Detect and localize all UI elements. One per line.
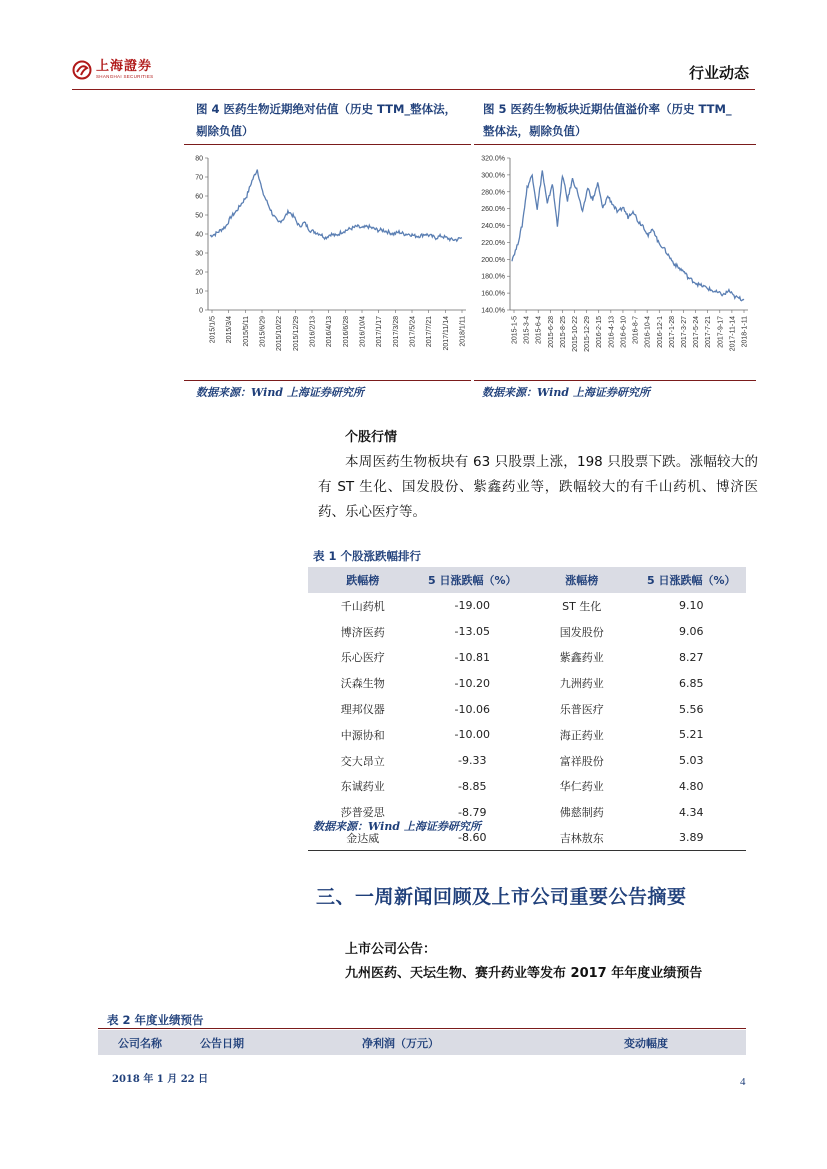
x-tick-label: 2017/3/28 xyxy=(392,316,400,348)
y-tick-label: 200.0% xyxy=(481,256,505,264)
table-cell: 9.06 xyxy=(679,625,704,639)
x-tick-label: 2015-3-4 xyxy=(523,316,531,345)
table-cell: 5.03 xyxy=(679,754,704,768)
x-tick-label: 2015-10-22 xyxy=(572,316,580,352)
x-tick-label: 2015-6-4 xyxy=(535,316,543,345)
table-cell: 中源协和 xyxy=(340,728,385,742)
figure-5-rule xyxy=(474,144,756,145)
y-tick-label: 70 xyxy=(195,174,203,182)
table-cell: -10.81 xyxy=(454,650,490,664)
x-tick-label: 2017-9-17 xyxy=(717,316,725,348)
table-2-header-cell: 公司名称 xyxy=(118,1037,162,1050)
x-tick-label: 2016/2/13 xyxy=(309,316,317,348)
table-row xyxy=(308,774,746,800)
y-tick-label: 0 xyxy=(199,307,203,315)
y-tick-label: 260.0% xyxy=(481,206,505,214)
y-tick-label: 20 xyxy=(195,269,203,277)
x-tick-label: 2018/1/11 xyxy=(459,316,467,347)
table-cell: 莎普爱思 xyxy=(340,806,385,820)
page-number: 4 xyxy=(740,1076,746,1088)
figure-4-source: 数据来源：Wind 上海证券研究所 xyxy=(196,386,364,399)
table-cell: 沃森生物 xyxy=(340,677,385,691)
pe-line-chart xyxy=(186,148,471,373)
x-tick-label: 2016-2-15 xyxy=(596,316,604,348)
figure-5-chart xyxy=(476,148,754,373)
x-tick-label: 2017/5/24 xyxy=(409,316,417,348)
x-tick-label: 2017-1-28 xyxy=(668,316,676,348)
y-tick-label: 10 xyxy=(195,288,203,296)
table-cell: 佛慈制药 xyxy=(559,806,604,820)
figure-5-title: 图 5 医药生物板块近期估值溢价率（历史 TTM_ 整体法，剔除负值） xyxy=(483,102,732,138)
table-row xyxy=(308,593,746,619)
table-row xyxy=(308,619,746,645)
table-cell: 国发股份 xyxy=(559,625,604,639)
y-tick-label: 160.0% xyxy=(481,290,505,298)
table-2-header-row xyxy=(98,1030,746,1055)
table-cell: 乐普医疗 xyxy=(559,703,604,717)
table-cell: 华仁药业 xyxy=(559,780,604,794)
table-header-cell: 涨幅榜 xyxy=(527,567,637,593)
footer-date: 2018 年 1 月 22 日 xyxy=(112,1074,209,1085)
table-2-header-cell: 公告日期 xyxy=(200,1037,244,1050)
section-3-title: 三、一周新闻回顾及上市公司重要公告摘要 xyxy=(316,886,687,908)
table-cell: 4.34 xyxy=(679,805,704,819)
x-tick-label: 2015-1-5 xyxy=(511,316,519,345)
table-cell: 吉林敖东 xyxy=(527,825,637,851)
table-2-header-cell: 变动幅度 xyxy=(624,1037,668,1050)
y-tick-label: 50 xyxy=(195,212,203,220)
x-tick-label: 2015/5/11 xyxy=(242,316,250,347)
table-cell: 5.21 xyxy=(679,728,704,742)
series-line xyxy=(512,171,744,301)
table-2-header-cell: 净利润（万元） xyxy=(362,1037,439,1050)
figure-4-rule xyxy=(184,144,471,145)
x-tick-label: 2016-10-4 xyxy=(644,316,652,348)
y-tick-label: 220.0% xyxy=(481,239,505,247)
figure-4-chart xyxy=(186,148,471,373)
figure-5-source: 数据来源：Wind 上海证券研究所 xyxy=(482,386,650,399)
table-cell: -10.20 xyxy=(454,676,490,690)
stock-section-heading: 个股行情 xyxy=(345,430,398,445)
table-1-title: 表 1 个股涨跌幅排行 xyxy=(313,549,422,563)
announcement-heading: 上市公司公告： xyxy=(345,942,437,957)
header-category: 行业动态 xyxy=(688,64,749,82)
x-tick-label: 2015-12-29 xyxy=(584,316,592,352)
table-row xyxy=(308,722,746,748)
x-tick-label: 2017/1/17 xyxy=(376,316,384,348)
table-cell: -19.00 xyxy=(454,599,490,613)
series-line xyxy=(210,170,462,242)
x-tick-label: 2016-12-1 xyxy=(656,316,664,348)
table-cell: -10.00 xyxy=(454,728,490,742)
x-tick-label: 2016/4/13 xyxy=(326,316,334,348)
premium-line-chart xyxy=(476,148,754,373)
x-tick-label: 2018-1-11 xyxy=(741,316,749,348)
y-tick-label: 320.0% xyxy=(481,155,505,163)
stock-ranking-table xyxy=(308,567,746,851)
x-tick-label: 2016-8-7 xyxy=(632,316,640,345)
announcement-subtitle: 九州医药、天坛生物、赛升药业等发布 2017 年年度业绩预告 xyxy=(345,966,703,981)
x-tick-label: 2015/10/22 xyxy=(276,316,284,352)
logo-text-cn: 上海證券 xyxy=(96,59,153,74)
y-tick-label: 80 xyxy=(195,155,203,163)
figure-4-title: 图 4 医药生物近期绝对估值（历史 TTM_整体法， 剔除负值） xyxy=(196,102,457,138)
table-cell: -13.05 xyxy=(454,625,490,639)
table-2-title: 表 2 年度业绩预告 xyxy=(107,1013,204,1027)
y-tick-label: 300.0% xyxy=(481,172,505,180)
x-tick-label: 2015-8-25 xyxy=(559,316,567,348)
x-tick-label: 2017/7/21 xyxy=(426,316,434,348)
table-cell: 交大昂立 xyxy=(340,754,385,768)
table-2-rule xyxy=(98,1028,746,1029)
table-row xyxy=(308,645,746,671)
table-row xyxy=(308,748,746,774)
logo-icon xyxy=(72,60,92,80)
table-cell: -8.79 xyxy=(458,805,487,819)
table-cell: 富祥股份 xyxy=(559,754,604,768)
logo-text-en: SHANGHAI SECURITIES xyxy=(96,74,154,79)
table-row xyxy=(308,670,746,696)
table-cell: 金达威 xyxy=(308,825,418,851)
table-cell: -8.60 xyxy=(418,825,528,851)
table-cell: 海正药业 xyxy=(559,728,604,742)
table-cell: -8.85 xyxy=(458,779,487,793)
x-tick-label: 2017-5-24 xyxy=(693,316,701,348)
x-tick-label: 2015-6-28 xyxy=(547,316,555,348)
x-tick-label: 2017/11/14 xyxy=(442,316,450,351)
table-cell: -9.33 xyxy=(458,754,487,768)
x-tick-label: 2016/10/4 xyxy=(359,316,367,348)
company-logo xyxy=(72,60,153,80)
table-header-row xyxy=(308,567,746,593)
table-cell: 6.85 xyxy=(679,676,704,690)
x-tick-label: 2015/1/5 xyxy=(209,316,217,344)
table-cell: 乐心医疗 xyxy=(340,651,385,665)
table-cell: 理邦仪器 xyxy=(340,703,385,717)
table-row xyxy=(308,696,746,722)
x-tick-label: 2016-6-10 xyxy=(620,316,628,348)
x-tick-label: 2016/6/28 xyxy=(342,316,350,348)
table-1-source: 数据来源：Wind 上海证券研究所 xyxy=(313,820,481,833)
table-cell: 博济医药 xyxy=(340,625,385,639)
x-tick-label: 2017-7-21 xyxy=(705,316,713,348)
figure-4-bottom-rule xyxy=(184,380,471,381)
y-tick-label: 60 xyxy=(195,193,203,201)
y-tick-label: 40 xyxy=(195,231,203,239)
y-tick-label: 30 xyxy=(195,250,203,258)
x-tick-label: 2017-3-27 xyxy=(680,316,688,348)
table-cell: 九洲药业 xyxy=(559,677,604,691)
table-header-cell: 跌幅榜 xyxy=(308,567,418,593)
x-tick-label: 2015/3/4 xyxy=(226,316,234,344)
page-header xyxy=(72,58,755,90)
table-cell: 4.80 xyxy=(679,779,704,793)
table-header-cell: 5 日涨跌幅（%） xyxy=(418,567,528,593)
table-cell: 5.56 xyxy=(679,702,704,716)
table-cell: 千山药机 xyxy=(340,599,385,613)
stock-section-paragraph: 本周医药生物板块有 63 只股票上涨，198 只股票下跌。涨幅较大的有 ST 生化、国发股份、紫鑫药业等，跌幅较大的有千山药机、博济医药、乐心医疗等。 xyxy=(318,454,758,520)
table-cell: 3.89 xyxy=(637,825,747,851)
table-body xyxy=(308,593,746,851)
y-tick-label: 240.0% xyxy=(481,223,505,231)
y-tick-label: 280.0% xyxy=(481,189,505,197)
x-tick-label: 2015/6/29 xyxy=(259,316,267,348)
table-cell: 紫鑫药业 xyxy=(559,651,604,665)
x-tick-label: 2017-11-14 xyxy=(729,316,737,352)
x-tick-label: 2015/12/29 xyxy=(292,316,300,352)
y-tick-label: 180.0% xyxy=(481,273,505,281)
y-tick-label: 140.0% xyxy=(481,307,505,315)
figure-5-bottom-rule xyxy=(474,380,756,381)
table-cell: -10.06 xyxy=(454,702,490,716)
table-header-cell: 5 日涨跌幅（%） xyxy=(637,567,747,593)
x-tick-label: 2016-4-13 xyxy=(608,316,616,348)
table-cell: 9.10 xyxy=(679,599,704,613)
table-cell: ST 生化 xyxy=(562,599,602,613)
table-cell: 东诚药业 xyxy=(340,780,385,794)
table-cell: 8.27 xyxy=(679,650,704,664)
